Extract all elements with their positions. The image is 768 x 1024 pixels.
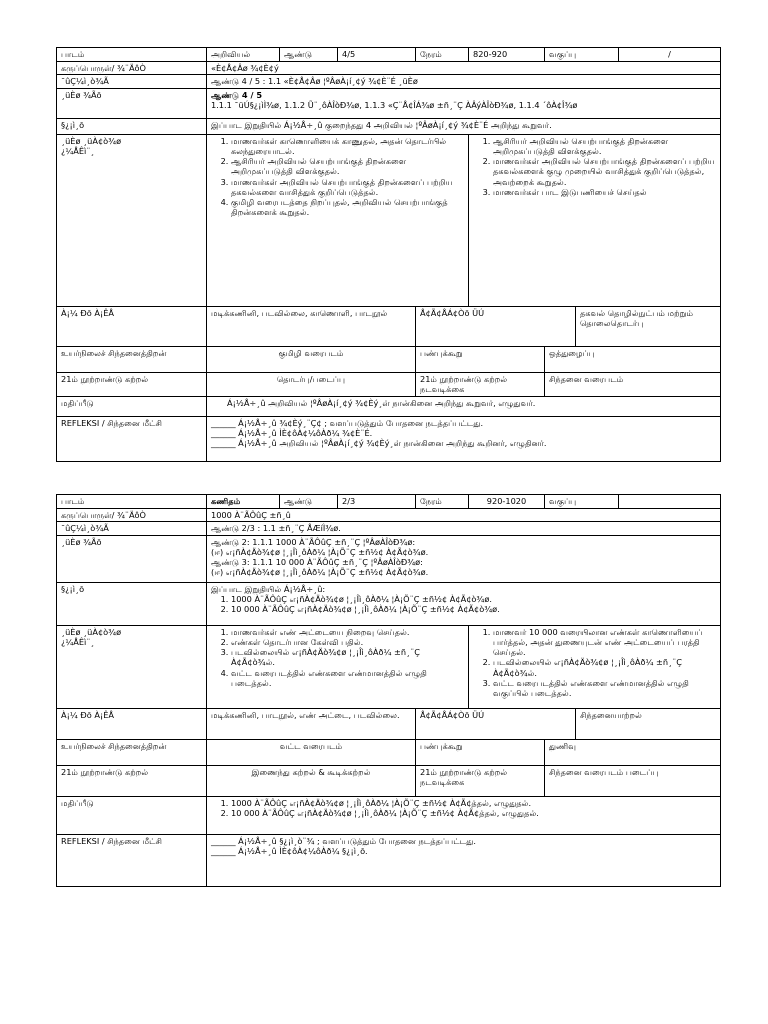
reflection-cell	[207, 416, 721, 461]
subject-value: கணிதம்	[207, 495, 280, 509]
hots-label: உயர்நிலைச் சிந்தனைத்திறன்	[57, 346, 207, 372]
reflection-line: ______ Á¡½Å÷¸û அறிவியல் ¦ºÂøÀ¡í¸¢ý ¾¢Èý¸ள் நான்கினை அறிந்து கூறினர், எழுதினர்.	[211, 438, 547, 448]
objective-label: ¸üÈø ¾Ãõ	[57, 535, 207, 582]
class-value: /	[619, 48, 721, 62]
subject-skill-label: Å¢Ã¢ÅÁ¢Òõ ÜÚ	[416, 708, 576, 739]
goal-cell	[207, 582, 721, 625]
assessment-list	[211, 798, 716, 819]
subject-label: பாடம்	[57, 495, 207, 509]
objective-cell	[207, 535, 721, 582]
list-item: 3. மாணவர்கள் அறிவியல் செயற்பாங்குத் திறன்களைப் பற்றிய தகவல்களை வாசித்துக் குறிப்பெடுத்தல்.	[231, 177, 464, 198]
list-item: 2. மாணவர்கள் அறிவியல் செயற்பாங்குத் திறன்களைப் பற்றிய தகவல்களைக் குழு முறையில் வாசித்துக் குறிப்பெடுத்தல், அவற்றைக் கூறுதல்.	[493, 156, 716, 187]
subject-value: அறிவியல்	[207, 48, 280, 62]
goal-label: §¿¡ì¸õ	[57, 582, 207, 625]
value-label: பண்புக்கூறு	[416, 346, 545, 372]
year-value: 4/5	[338, 48, 416, 62]
goal-list	[211, 594, 716, 615]
hots-value: வட்ட வரைபடம்	[207, 739, 416, 765]
list-item: 1. மாணவர்கள் காணொளியைக் காணுதல், அதன் தொடர்பில் கலந்துரையாடல்.	[231, 136, 464, 157]
list-item: 1. ஆசிரியர் அறிவியல் செயற்பாங்குத் திறன்களை அறிமுகப்படுத்தி விளக்குதல்.	[493, 136, 716, 157]
reflection-label: REFLEKSI / சிந்தனை மீட்சி	[57, 834, 207, 886]
assessment-cell	[207, 796, 721, 834]
c21-value: இணைந்து கற்றல் & கூடிக்கற்றல்	[207, 765, 416, 796]
list-item: 1. 1000 À¨ÃÔûÇ எ¡ñÀ¢Äò¾¢ø ¦¸¡Îì¸ôÀð¼ ¦À¡Õ¨Ç ±ñ½¢ À¢Ã¢ò¾ø.	[231, 594, 716, 604]
resources-value: மடிக்கணினி, பாடநூல், எண் அட்டை, படவில்லை.	[207, 708, 416, 739]
lesson-plan-science	[56, 47, 721, 462]
objective-year: ஆண்டு 4 / 5	[211, 89, 263, 100]
list-item: 2. 10 000 À¨ÃÔûÇ எ¡ñÀ¢Äò¾¢ø ¦¸¡Îì¸ôÀð¼ ¦À¡Õ¨Ç ±ñ½¢ À¢Ã¢த்தல், எழுதுதல்.	[231, 808, 716, 818]
goal-label: §¿¡ì¸õ	[57, 118, 207, 134]
concept-value: 1000 À¨ÃÔûÇ ±ñ¸û	[207, 509, 721, 522]
goal-intro: இப்பாட இறுதியில் Á¡½Å÷¸û:	[211, 583, 326, 594]
reflection-line: ______ Á¡½Å÷¸û ÌÈ¢ôÀ¢¼ôÀð¼ ¾¢È¨É.	[211, 427, 373, 438]
standard-label: ¯ûÇ¼ì¸ò¾Ã	[57, 522, 207, 535]
list-item: 2. எண்கள் தொடர்பான கேள்வி பதில்.	[231, 637, 464, 647]
c21-activity-label: 21ம் நூற்றாண்டு கற்றல் நடவடிக்கை	[416, 765, 545, 796]
value-value: ஒத்துழைப்பு	[545, 346, 721, 372]
year-label: ஆண்டு	[280, 48, 338, 62]
subject-skill-value: சிந்தனையாற்றல்	[576, 708, 721, 739]
objective-value: 1.1.1 ¯üÚ§¿¡ìÌ¾ø, 1.1.2 Ũ¨¸ôÀÎòÐ¾ø, 1.1.3 «Ç¨Å¢ÎÁ¾ø ±ñ¸¨Ç ÀÂýÀÎòÐ¾ø, 1.1.4 ´ôÀ¢Î¾ø	[211, 99, 578, 110]
list-item: 2. படவில்லையில் எ¡ñÀ¢Äò¾¢ø ¦¸¡Îì¸ôÀð¼ ±ñ¸¨Ç À¢Ã¢ò¾ல்.	[493, 657, 716, 678]
list-item: 1. 1000 À¨ÃÔûÇ எ¡ñÀ¢Äò¾¢ø ¦¸¡Îì¸ôÀð¼ ¦À¡Õ¨Ç ±ñ½¢ À¢Ã¢த்தல், எழுதுதல்.	[231, 798, 716, 808]
assessment-label: மதிப்பீடு	[57, 396, 207, 416]
time-value: 820-920	[469, 48, 545, 62]
reflection-line: ______ Á¡½Å÷¸û §¿¡ì¸ò¨¾ ; வளப்படுத்தும் போதனை நடத்தப்பட்டது.	[211, 835, 476, 846]
reflection-line: ______ Á¡½Å÷¸û ÌÈ¢ôÀ¢¼ôÀð¼ §¿¡ì¸õ.	[211, 845, 368, 856]
concept-label: கருப்பொருள்/ ¾¨ÄôÒ	[57, 509, 207, 522]
objective-line: (ஈ) எ¡ñÀ¢Äò¾¢ø ¦¸¡Îì¸ôÀð¼ ¦À¡Õ¨Ç ±ñ½¢ À¢Ã¢ò¾ø.	[211, 567, 429, 578]
objective-cell	[207, 88, 721, 118]
assessment-value: Á¡½Å÷¸û அறிவியல் ¦ºÂøÀ¡í¸¢ý ¾¢Èý¸ள் நான்கினை அறிந்து கூறுவர், எழுதுவர்.	[207, 396, 721, 416]
time-label: நேரம்	[416, 48, 469, 62]
resources-label: À¡¼ Ðõ À¡ÊÅ	[57, 708, 207, 739]
list-item: 2. 10 000 À¨ÃÔûÇ எ¡ñÀ¢Äò¾¢ø ¦¸¡Îì¸ôÀð¼ ¦À¡Õ¨Ç ±ñ½¢ À¢Ã¢ò¾ø.	[231, 604, 716, 614]
list-item: 1. மாணவர் 10 000 வரையிலான எண்கள் காணொளியைப் பார்த்தல், அதன் துணையுடன் எண் அட்டையைப் பரத்தி செய்தல்.	[493, 627, 716, 658]
list-item: 3. வட்ட வரைபடத்தில் எண்களை எண்மானத்தில் எழுதி வகுப்பில் படைத்தல்.	[493, 678, 716, 699]
reflection-label: REFLEKSI / சிந்தனை மீட்சி	[57, 416, 207, 461]
year-value: 2/3	[338, 495, 416, 509]
class-label: வகுப்பு	[545, 495, 619, 509]
objective-line: (ஈ) எ¡ñÀ¢Äò¾¢ø ¦¸¡Îì¸ôÀð¼ ¦À¡Õ¨Ç ±ñ½¢ À¢Ã¢ò¾ø.	[211, 546, 429, 557]
activities-left-list	[211, 136, 464, 218]
list-item: 4. குமிழி வரைபடத்தை நிறப்புதல், அறிவியல் செயற்பாங்குத் திறன்களைக் கூறுதல்.	[231, 197, 464, 218]
goal-value: இப்பாட இறுதியில் Á¡½Å÷¸û குறைந்தது 4 அறிவியல் ¦ºÂøÀ¡í¸¢ý ¾¢È¨É அறிந்து கூறுவர்.	[207, 118, 721, 134]
subject-label: பாடம்	[57, 48, 207, 62]
subject-skill-label: Å¢Ã¢ÅÁ¢Òõ ÜÚ	[416, 306, 576, 346]
assessment-label: மதிப்பீடு	[57, 796, 207, 834]
list-item: 3. மாணவர்கள் பாட இடுபணியைச் செய்தல்	[493, 187, 716, 197]
standard-value: ஆண்டு 2/3 : 1.1 ±ñ¸¨Ç ÅÆíÌ¾ø.	[207, 522, 721, 535]
c21-activity-label: 21ம் நூற்றாண்டு கற்றல் நடவடிக்கை	[416, 372, 545, 396]
c21-label: 21ம் நூற்றாண்டு கற்றல்	[57, 372, 207, 396]
c21-label: 21ம் நூற்றாண்டு கற்றல்	[57, 765, 207, 796]
activities-right-list	[473, 136, 716, 198]
objective-line: ஆண்டு 3: 1.1.1 10 000 À¨ÃÔûÇ ±ñ¸¨Ç ¦ºÂøÀÎòÐ¾ø:	[211, 557, 423, 567]
list-item: 3. படவில்லையில் எ¡ñÀ¢Äò¾¢ø ¦¸¡Îì¸ôÀð¼ ±ñ¸¨Ç À¢Ã¢ò¾ல்.	[231, 647, 464, 668]
class-label: வகுப்பு	[545, 48, 619, 62]
value-value: துணிவு	[545, 739, 721, 765]
class-value	[619, 495, 721, 509]
standard-label: ¯ûÇ¼ì¸ò¾Ã	[57, 75, 207, 88]
activities-left	[207, 625, 469, 708]
resources-value: மடிக்கணினி, படவில்லை, காணொளி, பாடநூல்	[207, 306, 416, 346]
activities-left	[207, 134, 469, 306]
reflection-line: ______ Á¡½Å÷¸û ¾¢Èý¸¨Ç¢ ; வளப்படுத்தும் போதனை நடத்தப்பட்டது.	[211, 417, 484, 428]
activity-label: ¸üÈø ¸üÀ¢ò¾ø ¿¼ÅÊì¨¸	[57, 134, 207, 306]
list-item: 2. ஆசிரியர் அறிவியல் செயற்பாங்குத் திறன்களை அறிமுகப்படுத்தி விளக்குதல்.	[231, 156, 464, 177]
hots-label: உயர்நிலைச் சிந்தனைத்திறன்	[57, 739, 207, 765]
activities-left-list	[211, 627, 464, 689]
lesson-plan-math	[56, 494, 721, 887]
standard-value: ஆண்டு 4 / 5 : 1.1 «È¢Å¢Âø ¦ºÂøÀ¡í¸¢ý ¾¢È¨É ¸üÈø	[207, 75, 721, 88]
activities-right-list	[473, 627, 716, 699]
list-item: 4. வட்ட வரைபடத்தில் எண்களை எண்மானத்தில் எழுதி படைத்தல்.	[231, 668, 464, 689]
reflection-cell	[207, 834, 721, 886]
list-item: 1. மாணவர்கள் எண் அட்டையை நிறைவு செய்தல்.	[231, 627, 464, 637]
subject-skill-value: தகவல் தொழில்நுட்பம் மற்றும் தொலைதொடர்பு	[576, 306, 721, 346]
activities-right	[469, 625, 721, 708]
objective-label: ¸üÈø ¾Ãõ	[57, 88, 207, 118]
year-label: ஆண்டு	[280, 495, 338, 509]
concept-label: கருப்பொருள்/ ¾¨ÄôÒ	[57, 62, 207, 75]
c21-activity-value: சிந்தனை வரைபடம்	[545, 372, 721, 396]
hots-value: குமிழி வரைபடம்	[207, 346, 416, 372]
concept-value: «È¢Å¢Âø ¾¢È¢ý	[207, 62, 721, 75]
time-label: நேரம்	[416, 495, 469, 509]
c21-activity-value: சிந்தனை வரைபடம் படைப்பு	[545, 765, 721, 796]
objective-line: ஆண்டு 2: 1.1.1 1000 À¨ÃÔûÇ ±ñ¸¨Ç ¦ºÂøÀÎòÐ¾ø:	[211, 536, 416, 547]
activities-right	[469, 134, 721, 306]
activity-label: ¸üÈø ¸üÀ¢ò¾ø ¿¼ÅÊì¨¸	[57, 625, 207, 708]
c21-value: தொடர்பு/படைப்பு	[207, 372, 416, 396]
value-label: பண்புக்கூறு	[416, 739, 545, 765]
time-value: 920-1020	[469, 495, 545, 509]
resources-label: À¡¼ Ðõ À¡ÊÅ	[57, 306, 207, 346]
